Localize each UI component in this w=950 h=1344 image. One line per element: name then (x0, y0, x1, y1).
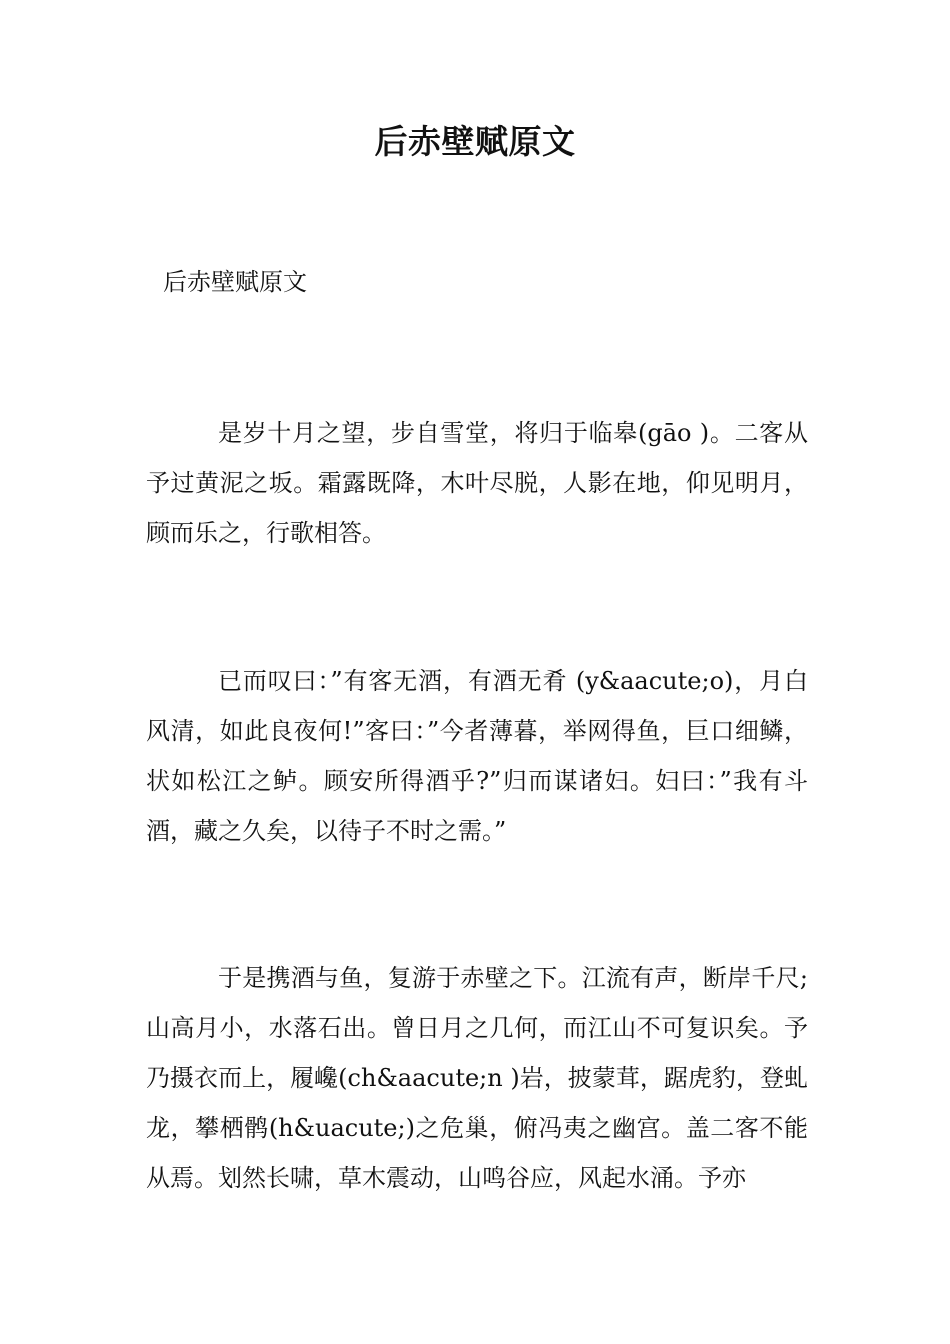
paragraph-1: 是岁十月之望，步自雪堂，将归于临皋(gāo )。二客从予过黄泥之坂。霜露既降，木叶尽脱，人影在地，仰见明月，顾而乐之，行歌相答。 (146, 419, 808, 547)
paragraph-2: 已而叹曰：”有客无酒，有酒无肴 (y&aacute;o)，月白风清，如此良夜何!”客曰：”今者薄暮，举网得鱼，巨口细鳞，状如松江之鲈。顾安所得酒乎?”归而谋诸妇。妇曰：”我有斗酒，藏之久矣，以待子不时之需。” (146, 667, 808, 845)
paragraph-3: 于是携酒与鱼，复游于赤壁之下。江流有声，断岸千尺;山高月小，水落石出。曾日月之几何，而江山不可复识矣。予乃摄衣而上，履巉(ch&aacute;n )岩，披蒙茸，踞虎豹，登虬龙，攀栖鹘(h&uacute;)之危巢，俯冯夷之幽宫。盖二客不能从焉。划然长啸，草木震动，山鸣谷应，风起水涌。予亦 (146, 964, 808, 1192)
document-title: 后赤壁赋原文 (374, 122, 576, 161)
document-subtitle: 后赤壁赋原文 (163, 268, 307, 296)
